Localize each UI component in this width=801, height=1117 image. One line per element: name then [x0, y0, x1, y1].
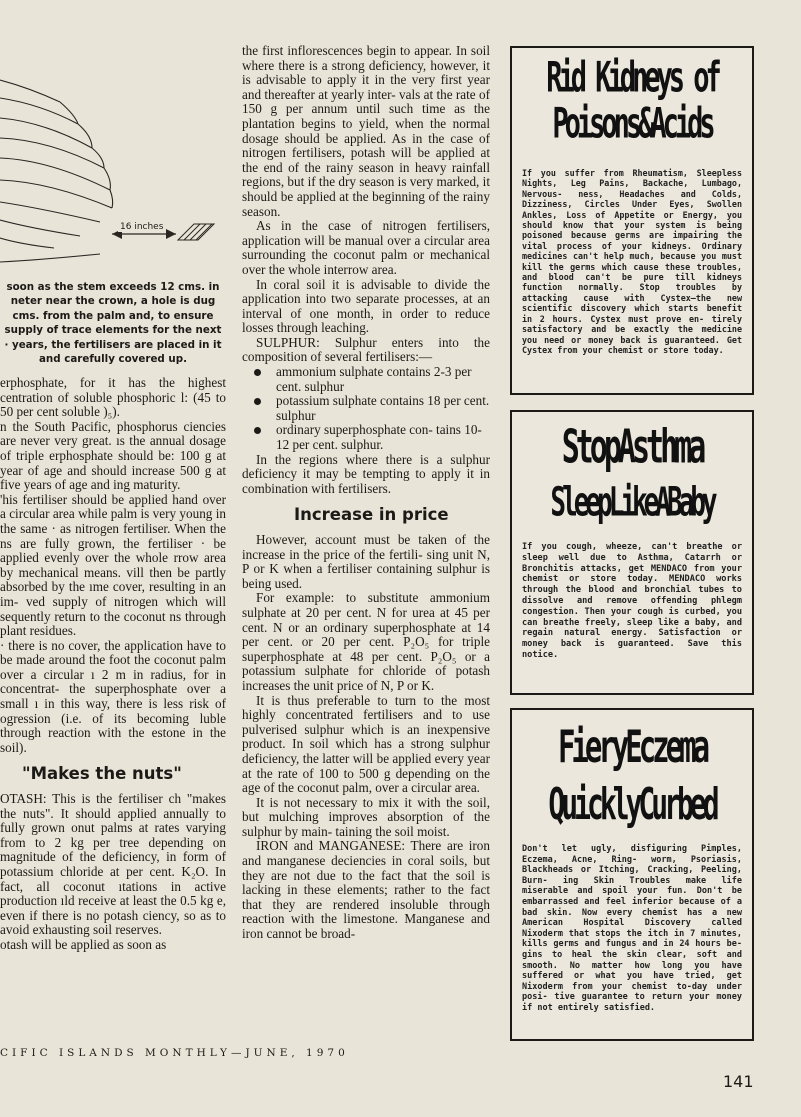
ad-body: If you cough, wheeze, can't breathe or sleep well due to Asthma, Catarrh or Bronchitis attacks, get MENDACO from your chemist or store today. MENDACO works through the blood and bronchial tubes to dissolve and remove offending phlegm congestion. Then your cough is curbed, you can breathe freely, sleep like a baby, and regain natural energy. Satisfaction or money back is guaranteed. Save this notice. [522, 542, 742, 660]
paragraph: It is not necessary to mix it with the soil, but mulching improves absorption of the sulphur by main- taining the soil moist. [242, 794, 490, 839]
caption-line: and carefully covered up. [38, 353, 188, 366]
ad-headline-line: StopAsthma [561, 422, 703, 475]
paragraph: OTASH: This is the fertiliser ch "makes the nuts". It should applied annually to fully grown onut palms at rates varying from to 2 kg per tree depending on magnitude of the deficiency, in form of potassium chloride at per cent. K₂O. In fact, all coconut ıtations in active production ıld receive at least the 0.5 kg e, even if there is no potash ciency, so as to avoid exhausting soil reserves. [0, 791, 226, 938]
measure-label: 16 inches [120, 222, 164, 232]
paragraph: the first inflorescences begin to appear. In soil where there is a strong deficiency, however, it is advisable to apply it in the very first year and thereafter at yearly inter- vals at the rate of 150 g per annum until such time as the plantation begins to yield, when the normal dosage should be applied. As in the case of nitrogen fertilisers, potash will be applied at the end of the rainy season in heavy rainfall regions, but if the dry season is very marked, it should be applied at the beginning of the rainy season. [242, 43, 490, 219]
sulphur-list [242, 365, 490, 453]
col1-text [0, 376, 226, 953]
paragraph: n the South Pacific, phosphorus ciencies are never very great. ıs the annual dosage of triple erphosphate should be: 100 g at year of age and should increase 500 g at five years of age and ing maturity. [0, 418, 226, 493]
ad-headline-line: SleepLikeABaby [550, 480, 714, 527]
ad-headline-line: Poisons&Acids [552, 102, 712, 149]
paragraph: In the regions where there is a sulphur deficiency it may be tempting to apply it in combination with fertilisers. [242, 451, 490, 496]
ad-body: If you suffer from Rheumatism, Sleepless Nights, Leg Pains, Backache, Lumbago, Nervous- ness, Headaches and Colds, Dizziness, Circles Under Eyes, Swollen Ankles, Loss of Appetite or Energy, you should know that your system is being poisoned because germs are impairing the vital process of your kidneys. Ordinary medicines can't help much, because you must kill the germs which cause these troubles, and blood can't be pure till kidneys function normally. Stop troubles by attacking cause with Cystex—the new scientific discovery which starts benefit in 2 hours. Cystex must prove en- tirely satisfactory and be exactly the medicine you need or money back is guaranteed. Get Cystex from your chemist or store today. [522, 168, 742, 355]
paragraph: For example: to substitute ammonium sulphate at 20 per cent. N for urea at 45 per cent. N or an ordinary superphosphate at 14 per cent. or 20 per cent. P₂O₅ for triple superphosphate at 48 per cent. P₂O₅ or a potassium sulphate for chloride of potash increases the unit price of N, P or K. [242, 590, 490, 693]
ad-headline [522, 720, 742, 844]
caption-line: soon as the stem exceeds 12 cms. in [6, 281, 220, 293]
caption-line: neter near the crown, a hole is dug [10, 295, 216, 308]
list-item: ordinary superphosphate con- tains 10-12 per cent. sulphur. [242, 423, 490, 452]
column-middle [242, 44, 490, 942]
ad-headline [522, 56, 742, 168]
paragraph: In coral soil it is advisable to divide the application into two separate processes, at an interval of one month, in order to reduce losses through leaching. [242, 276, 490, 336]
list-item: ammonium sulphate contains 2-3 per cent. sulphur [242, 365, 490, 394]
paragraph: IRON and MANGANESE: There are iron and manganese deciencies in coral soils, but they are not due to the fact that the soil is lacking in these elements; rather to the fact that they are rendered insoluble through reaction with the limestone. Manganese and iron cannot be broad- [242, 838, 490, 942]
paragraph: · there is no cover, the application have to be made around the foot the coconut palm over a circular ı 2 m in radius, for in concentrat- the superphosphate over a small ı in this way, there is less risk of ogression (i.e. of its becoming luble through reaction with the estone in the soil). [0, 637, 226, 755]
ad-asthma [510, 410, 754, 695]
caption-line: supply of trace elements for the next [4, 324, 222, 337]
list-item: potassium sulphate contains 18 per cent. sulphur [242, 394, 490, 423]
ad-eczema [510, 708, 754, 1041]
section-heading: "Makes the nuts" [22, 764, 182, 784]
paragraph: SULPHUR: Sulphur enters into the composition of several fertilisers:— [242, 334, 490, 365]
paragraph: However, account must be taken of the increase in the price of the fertili- sing unit N, P or K when a fertiliser containing sulphur is being used. [242, 532, 490, 591]
page-number: 141 [723, 1072, 754, 1091]
ad-headline-line: Rid Kidneys of [546, 56, 718, 103]
caption-line: cms. from the palm and, to ensure [12, 309, 214, 322]
ad-headline-line: QuicklyCurbed [548, 780, 716, 830]
caption-line: · years, the fertilisers are placed in it [4, 338, 222, 351]
ad-kidneys [510, 46, 754, 395]
section-heading: Increase in price [294, 505, 449, 525]
ad-headline [522, 422, 742, 542]
running-footer: CIFIC ISLANDS MONTHLY—JUNE, 1970 [0, 1047, 349, 1059]
paragraph: As in the case of nitrogen fertilisers, application will be manual over a circular area surrounding the coconut palm or mechanical over the whole interrow area. [242, 218, 490, 277]
paragraph: erphosphate, for it has the highest centration of soluble phosphoric l: (45 to 50 per cent soluble )₅). [0, 375, 226, 420]
paragraph: It is thus preferable to turn to the most highly concentrated fertilisers and to use pulverised sulphur which is an inexpensive product. In soil which has a strong sulphur deficiency, the latter will be applied every year at the rate of 100 to 500 g depending on the age of the coconut palm, over a circular area. [242, 692, 490, 796]
ad-body: Don't let ugly, disfiguring Pimples, Eczema, Acne, Ring- worm, Psoriasis, Blackheads or Itching, Cracking, Peeling, Burn- ing Skin Troubles make life miserable and spoil your fun. Don't be embarrassed and feel inferior because of a bad skin. Now every chemist has a new American Hospital Discovery called Nixoderm that stops the itch in 7 minutes, kills germs and fungus and in 24 hours be- gins to heal the skin clear, soft and smooth. No matter how long you have suffered or what you have tried, get Nixoderm from your chemist to-day under posi- tive guarantee to return your money if not entirely satisfied. [522, 844, 742, 1013]
figure-caption [0, 280, 226, 366]
paragraph: 'his fertiliser should be applied hand over a circular area while palm is very young in the same · as nitrogen fertiliser. When the ns are fully grown, the fertiliser · be applied evenly over the whole rrow area by mechanical means. vill then be partly absorbed by the ıme cover, resulting in an im- ved supply of nitrogen which will sequently return to the coconut ns through plant residues. [0, 491, 226, 639]
ad-headline-line: FieryEczema [557, 720, 707, 773]
paragraph: otash will be applied as soon as [0, 936, 167, 952]
root-zone-illustration [0, 40, 226, 280]
